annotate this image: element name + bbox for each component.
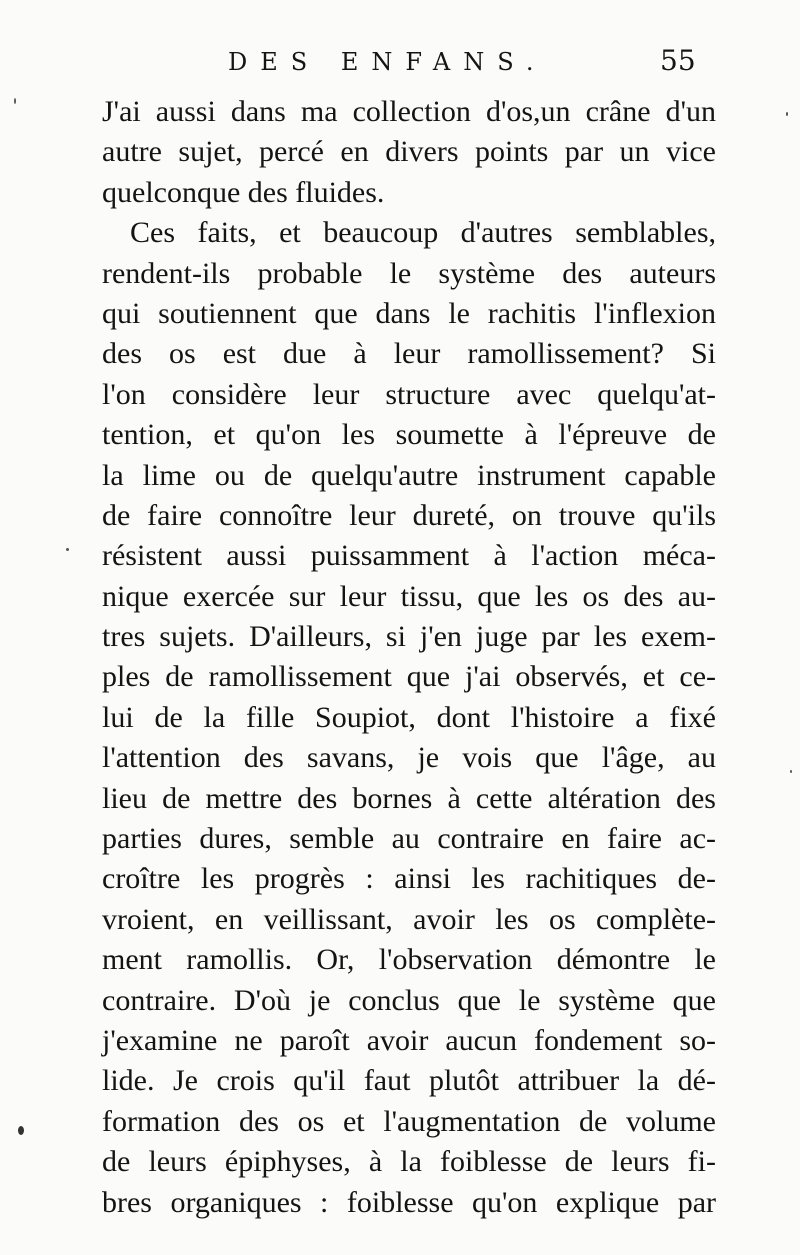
- text-line: l'on considère leur structure avec quelqu'at-: [102, 377, 716, 411]
- text-line: bres organiques : foiblesse qu'on explique par: [102, 1185, 716, 1219]
- text-line: la lime ou de quelqu'autre instrument capable: [102, 458, 716, 492]
- text-line: j'examine ne paroît avoir aucun fondement so-: [102, 1023, 716, 1057]
- text-line: ples de ramollissement que j'ai observés, et ce-: [102, 660, 716, 694]
- text-line: Ces faits, et beaucoup d'autres semblables,: [130, 216, 716, 250]
- text-line: lide. Je crois qu'il faut plutôt attribuer la dé-: [102, 1064, 716, 1098]
- page-number: 55: [660, 44, 696, 77]
- text-line: de faire connoître leur dureté, on trouve qu'ils: [102, 498, 716, 532]
- text-line: vroient, en veillissant, avoir les os complète-: [102, 902, 716, 936]
- text-line: tres sujets. D'ailleurs, si j'en juge par les exem-: [102, 620, 716, 654]
- text-line: lieu de mettre des bornes à cette altération des: [102, 781, 716, 815]
- text-line: formation des os et l'augmentation de volume: [102, 1104, 716, 1138]
- page-body: [102, 92, 716, 1223]
- text-line: de leurs épiphyses, à la foiblesse de leurs fi-: [102, 1145, 716, 1179]
- text-line: l'attention des savans, je vois que l'âge, au: [102, 741, 716, 775]
- text-line: croître les progrès : ainsi les rachitiques de-: [102, 862, 716, 896]
- text-line: lui de la fille Soupiot, dont l'histoire a fixé: [102, 700, 716, 734]
- text-line: rendent-ils probable le système des auteurs: [102, 256, 716, 290]
- text-line: résistent aussi puissamment à l'action méca-: [102, 539, 716, 573]
- text-line: J'ai aussi dans ma collection d'os,un crâne d'un: [102, 95, 716, 128]
- page-header: [0, 44, 800, 84]
- text-line: nique exercée sur leur tissu, que les os des au-: [102, 579, 716, 613]
- text-line: parties dures, semble au contraire en faire ac-: [102, 822, 716, 856]
- text-line: contraire. D'où je conclus que le système que: [102, 983, 716, 1017]
- text-line: autre sujet, percé en divers points par un vice: [102, 135, 716, 169]
- text-line: qui soutiennent que dans le rachitis l'inflexion: [102, 296, 716, 330]
- text-line: tention, et qu'on les soumette à l'épreuve de: [102, 418, 716, 452]
- text-line: des os est due à leur ramollissement? Si: [102, 337, 716, 371]
- text-line: quelconque des fluides.: [102, 175, 385, 209]
- running-title: DES ENFANS.: [228, 48, 547, 76]
- text-line: ment ramollis. Or, l'observation démontre le: [102, 943, 716, 977]
